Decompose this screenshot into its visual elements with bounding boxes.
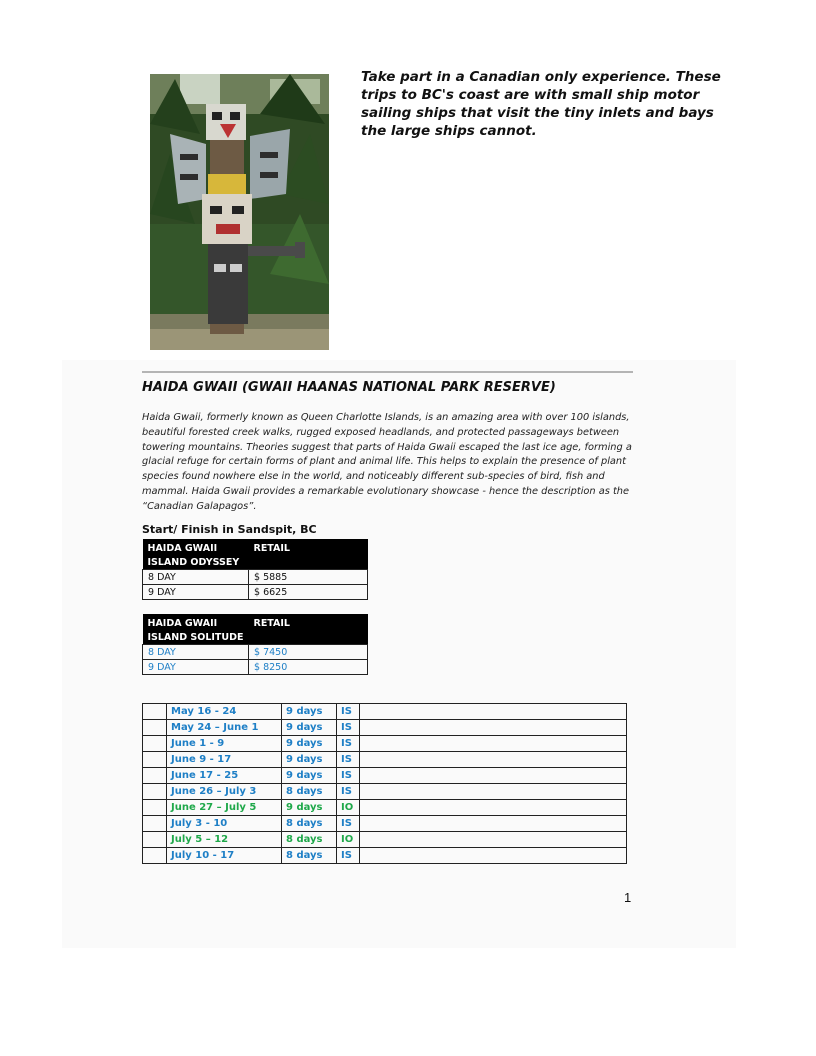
solitude-subtitle: ISLAND SOLITUDE <box>143 630 249 645</box>
notes-cell <box>360 752 627 768</box>
code-cell: IS <box>337 736 360 752</box>
table-row <box>143 720 627 736</box>
dates-cell: June 26 – July 3 <box>167 784 282 800</box>
notes-cell <box>360 832 627 848</box>
notes-cell <box>360 736 627 752</box>
totem-pole-photo <box>150 74 329 350</box>
table-header-row <box>143 614 368 630</box>
price-cell: $ 5885 <box>249 570 368 585</box>
blank-cell <box>143 832 167 848</box>
header-col2: RETAIL <box>249 539 368 555</box>
code-cell: IO <box>337 800 360 816</box>
price-cell: $ 8250 <box>249 660 368 675</box>
table-row <box>143 832 627 848</box>
code-cell: IS <box>337 768 360 784</box>
price-cell: $ 7450 <box>249 645 368 660</box>
odyssey-pricing-table <box>142 539 368 600</box>
days-cell: 9 DAY <box>143 585 249 600</box>
page-number: 1 <box>624 890 632 905</box>
notes-cell <box>360 816 627 832</box>
solitude-pricing-table <box>142 614 368 675</box>
table-row <box>143 585 368 600</box>
duration-cell: 9 days <box>282 736 337 752</box>
intro-paragraph: Take part in a Canadian only experience. These trips to BC's coast are with small ship motor sailing ships that visit the tiny inlets and bays the large ships cannot. <box>361 69 721 139</box>
duration-cell: 8 days <box>282 848 337 864</box>
blank-cell <box>143 736 167 752</box>
start-finish-label: Start/ Finish in Sandspit, BC <box>142 523 317 536</box>
table-row <box>143 704 627 720</box>
duration-cell: 9 days <box>282 704 337 720</box>
table-subtitle-row <box>143 630 368 645</box>
blank-cell <box>143 720 167 736</box>
code-cell: IO <box>337 832 360 848</box>
code-cell: IS <box>337 704 360 720</box>
dates-cell: July 10 - 17 <box>167 848 282 864</box>
table-subtitle-row <box>143 555 368 570</box>
table-row <box>143 645 368 660</box>
price-cell: $ 6625 <box>249 585 368 600</box>
notes-cell <box>360 784 627 800</box>
duration-cell: 8 days <box>282 784 337 800</box>
code-cell: IS <box>337 784 360 800</box>
duration-cell: 9 days <box>282 800 337 816</box>
blank-cell <box>143 800 167 816</box>
table-row <box>143 848 627 864</box>
dates-cell: May 16 - 24 <box>167 704 282 720</box>
table-row <box>143 752 627 768</box>
dates-cell: June 1 - 9 <box>167 736 282 752</box>
table-row <box>143 816 627 832</box>
duration-cell: 9 days <box>282 768 337 784</box>
days-cell: 8 DAY <box>143 570 249 585</box>
dates-cell: June 27 – July 5 <box>167 800 282 816</box>
table-row <box>143 768 627 784</box>
table-header-row <box>143 539 368 555</box>
header-col2: RETAIL <box>249 614 368 630</box>
dates-cell: June 9 - 17 <box>167 752 282 768</box>
notes-cell <box>360 768 627 784</box>
code-cell: IS <box>337 720 360 736</box>
notes-cell <box>360 720 627 736</box>
blank-cell <box>143 816 167 832</box>
dates-cell: May 24 – June 1 <box>167 720 282 736</box>
days-cell: 9 DAY <box>143 660 249 675</box>
dates-cell: July 5 – 12 <box>167 832 282 848</box>
header-col1: HAIDA GWAII <box>143 614 249 630</box>
duration-cell: 9 days <box>282 752 337 768</box>
departures-table <box>142 703 627 864</box>
notes-cell <box>360 848 627 864</box>
blank-cell <box>143 784 167 800</box>
odyssey-subtitle: ISLAND ODYSSEY <box>143 555 249 570</box>
blank-cell <box>143 768 167 784</box>
table-row <box>143 570 368 585</box>
duration-cell: 8 days <box>282 816 337 832</box>
blank-cell <box>143 752 167 768</box>
dates-cell: July 3 - 10 <box>167 816 282 832</box>
code-cell: IS <box>337 816 360 832</box>
notes-cell <box>360 704 627 720</box>
duration-cell: 8 days <box>282 832 337 848</box>
section-heading: HAIDA GWAII (GWAII HAANAS NATIONAL PARK RESERVE) <box>142 380 556 395</box>
table-row <box>143 736 627 752</box>
header-col1: HAIDA GWAII <box>143 539 249 555</box>
divider-line <box>142 371 633 373</box>
blank-cell <box>143 848 167 864</box>
table-row <box>143 784 627 800</box>
days-cell: 8 DAY <box>143 645 249 660</box>
section-body: Haida Gwaii, formerly known as Queen Charlotte Islands, is an amazing area with over 100 islands, beautiful forested creek walks, rugged exposed headlands, and protected passageways between towering mountains. Theories suggest that parts of Haida Gwaii escaped the last ice age, forming a glacial refuge for certain forms of plant and animal life. This helps to explain the presence of plant species found nowhere else in the world, and noticeably different sub-species of bird, fish and mammal. Haida Gwaii provides a remarkable evolutionary showcase - hence the description as the “Canadian Galapagos”. <box>142 412 632 512</box>
notes-cell <box>360 800 627 816</box>
blank-cell <box>143 704 167 720</box>
table-row <box>143 660 368 675</box>
code-cell: IS <box>337 848 360 864</box>
table-row <box>143 800 627 816</box>
duration-cell: 9 days <box>282 720 337 736</box>
dates-cell: June 17 - 25 <box>167 768 282 784</box>
code-cell: IS <box>337 752 360 768</box>
